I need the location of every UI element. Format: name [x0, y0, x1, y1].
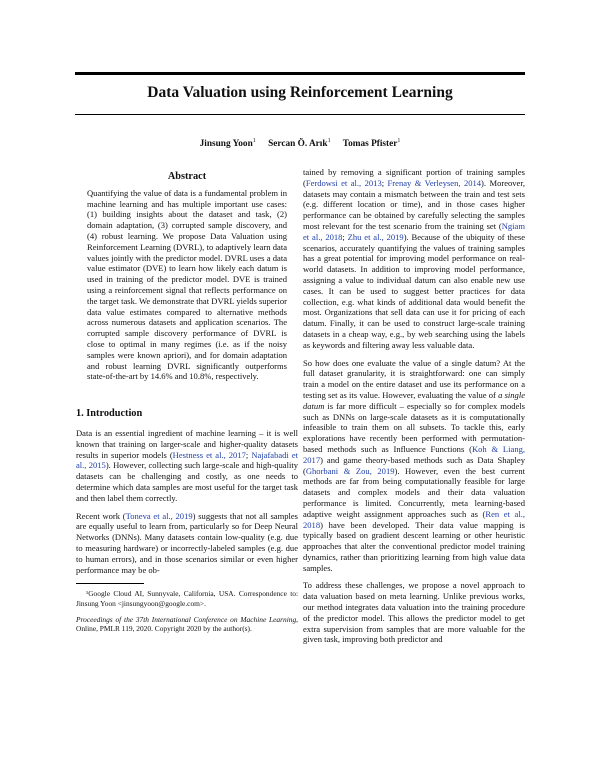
citation-link[interactable]: Koh & Liang, 2017	[303, 443, 526, 465]
author-name: Jinsung Yoon	[199, 139, 253, 150]
citation-link[interactable]: Ngiam et al., 2018	[303, 220, 525, 242]
body-paragraph-3: To address these challenges, we propose a novel approach to data valuation based on meta learning. Unlike previous works, our method integrates data valuation into the training procedure of the predictor model. This allows the predictor model to get extra supervision from samples that are more valuable for the given task, improving both predictor and	[303, 580, 525, 645]
abstract-text: Quantifying the value of data is a fundamental problem in machine learning and has multiple important use cases: (1) building insights about the dataset and task, (2) domain adaptation, (3) corrupted sample discovery, and (4) robust learning. We propose Data Valuation using Reinforcement Learning (DVRL), to adaptively learn data values jointly with the predictor model. DVRL uses a data value estimator (DVE) to learn how likely each datum is used in training of the predictor model. DVE is trained using a reinforcement signal that reflects performance on the target task. We demonstrate that DVRL yields superior data value estimates compared to alternative methods across numerous datasets and application scenarios. The corrupted sample discovery performance of DVRL is close to optimal in many regimes (i.e. as if the noisy samples were known apriori), and for domain adaptation and robust learning DVRL significantly outperforms state-of-the-art by 14.6% and 10.8%, respectively.	[87, 187, 287, 382]
top-rule	[75, 72, 525, 75]
body-paragraph-2: So how does one evaluate the value of a single datum? At the full dataset granularity, it is straightforward: one can simply train a model on the entire dataset and use its performance on a testing set as its value. However, evaluating the value of a single datum is far more difficult – especially so for complex models such as DNNs on large-scale datasets as it is computationally infeasible to train them on all subsets. To tackle this, early explorations have recently been performed with permutation-based methods such as Influence Functions (Koh & Liang, 2017) and game theory-based methods such as Data Shapley (Ghorbani & Zou, 2019). However, even the best current methods are far from being computationally feasible for large datasets and complex models and their data valuation performance is limited. Concurrently, meta learning-based adaptive weight assignment approaches such as (Ren et al., 2018) have been developed. Their data value mapping is typically based on gradient descent learning or other heuristic approaches that alter the conventional predictor model training dynamics, rather than prioritizing learning from high value data samples.	[303, 357, 526, 573]
section-heading-introduction: 1. Introduction	[76, 408, 143, 420]
paper-title: Data Valuation using Reinforcement Learning	[147, 84, 453, 101]
affiliation-mark: 1	[397, 138, 401, 144]
citation-link[interactable]: Zhu et al., 2019	[347, 231, 404, 242]
affiliation-footnote: ¹Google Cloud AI, Sunnyvale, California, USA. Correspondence to: Jinsung Yoon <jinsungyoon@google.com>.	[76, 589, 298, 608]
right-column	[303, 167, 525, 652]
citation-link[interactable]: Ferdowsi et al., 2013	[305, 177, 382, 188]
proceedings-note: Proceedings of the 37th International Conference on Machine Learning, Online, PMLR 119, 2020. Copyright 2020 by the author(s).	[76, 614, 298, 634]
citation-link[interactable]: Ren et al., 2018	[303, 508, 526, 530]
author-name: Sercan Ö. Arık	[268, 139, 328, 150]
citation-link[interactable]: Frenay & Verleysen, 2014	[387, 177, 482, 188]
left-column	[76, 172, 298, 640]
intro-paragraph-2: Recent work (Toneva et al., 2019) suggests that not all samples are equally useful to learn from, particularly so for Deep Neural Networks (DNNs). Many datasets contain low-quality (e.g. due to measuring hardware) or incorrectly-labeled samples (e.g. due to human errors), and in those scenarios similar or even higher performance may be ob-	[76, 510, 298, 575]
citation-link[interactable]: Hestness et al., 2017	[172, 449, 246, 460]
citation-link[interactable]: Toneva et al., 2019	[125, 510, 193, 521]
body-paragraph-1: tained by removing a significant portion of training samples (Ferdowsi et al., 2013; Frenay & Verleysen, 2014). Moreover, datasets may contain a mismatch between the train and test sets (e.g. different location or time), and in those cases higher performance can be obtained by carefully selecting the samples most relevant for the test scenario from the training set (Ngiam et al., 2018; Zhu et al., 2019). Because of the ubiquity of these scenarios, accurately quantifying the values of training samples has a great potential for improving model performance on real-world datasets. In addition to improving model performance, assigning a value to individual datum can also enable new use cases. It can be used to suggest better practices for data collection, e.g. what kinds of additional data would benefit the most. Organizations that sell data can use it for pricing of each datum. Finally, it can be used to construct large-scale training datasets in a cheap way, e.g., by web searching using the labels as keywords and filtering away less valuable data.	[303, 167, 525, 350]
affiliation-mark: 1	[327, 138, 331, 144]
intro-paragraph-1: Data is an essential ingredient of machine learning – it is well known that training on larger-scale and higher-quality datasets results in superior models (Hestness et al., 2017; Najafabadi et al., 2015). However, collecting such large-scale and high-quality datasets can be challenging and costly, as one needs to determine which data samples are most useful for the target task and then label them correctly.	[76, 427, 299, 503]
affiliation-mark: 1	[252, 138, 256, 144]
title-bottom-rule	[75, 114, 525, 115]
citation-link[interactable]: Najafabadi et al., 2015	[76, 449, 299, 471]
author-name: Tomas Pfister	[342, 139, 398, 150]
author-list	[75, 138, 525, 149]
citation-link[interactable]: Ghorbani & Zou, 2019	[305, 465, 395, 476]
abstract-heading: Abstract	[167, 171, 207, 182]
footnote-rule	[76, 583, 144, 584]
